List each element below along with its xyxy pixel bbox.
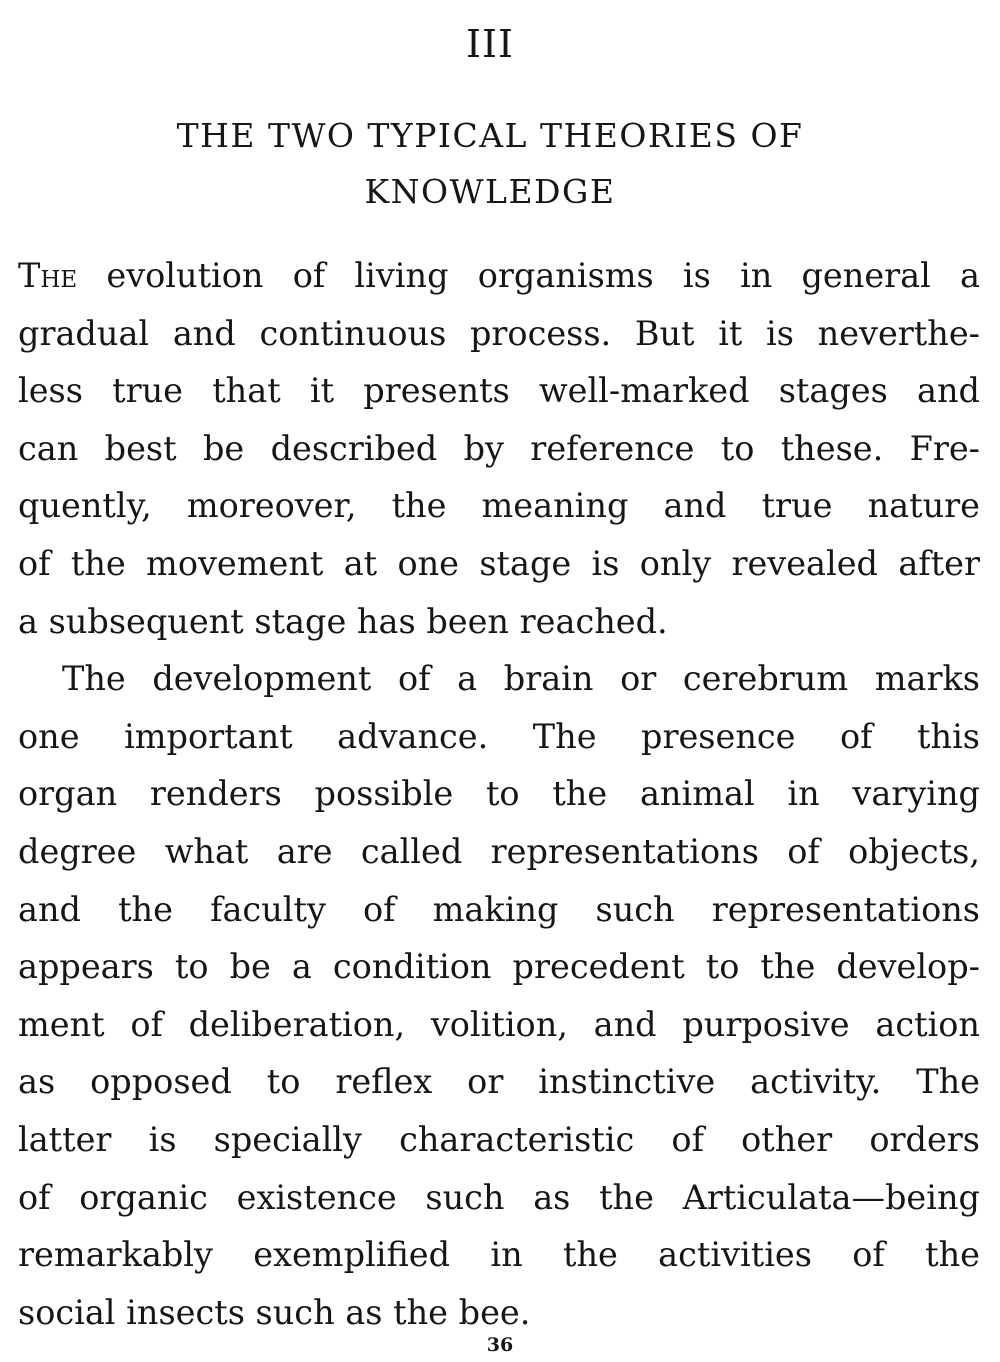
text-line: less true that it presents well-marked stages and (18, 371, 980, 411)
text-line: can best be described by reference to these. Fre- (18, 428, 980, 468)
lead-word: The (18, 256, 78, 295)
text-line: and the faculty of making such representations (18, 889, 980, 929)
text-line: quently, moreover, the meaning and true nature (18, 486, 980, 526)
text-line: latter is specially characteristic of other orders (18, 1119, 980, 1159)
text-line: appears to be a condition precedent to the develop- (18, 947, 980, 987)
text-line: The development of a brain or cerebrum marks (62, 659, 980, 699)
chapter-title-line: THE TWO TYPICAL THEORIES OF (176, 116, 804, 155)
text-line: a subsequent stage has been reached. (18, 601, 668, 641)
chapter-title-line: KNOWLEDGE (364, 172, 616, 211)
text-line: as opposed to reflex or instinctive activity. The (18, 1062, 980, 1102)
paragraph (18, 247, 980, 650)
chapter-number: III (465, 22, 515, 66)
text-line: degree what are called representations of objects, (18, 831, 980, 871)
text-line: of the movement at one stage is only revealed after (18, 543, 980, 583)
text-line: one important advance. The presence of this (18, 716, 980, 756)
text-line: of organic existence such as the Articulata—being (18, 1177, 980, 1217)
text-line: ment of deliberation, volition, and purposive action (18, 1004, 980, 1044)
text-line: gradual and continuous process. But it is neverthe- (18, 313, 980, 353)
text-line: social insects such as the bee. (18, 1292, 531, 1332)
text-line: organ renders possible to the animal in varying (18, 774, 980, 814)
page-number: 36 (486, 1334, 514, 1356)
chapter-title (0, 108, 980, 220)
paragraph (18, 650, 980, 1341)
text-line (18, 247, 980, 305)
body-text (18, 247, 980, 1341)
text-line: remarkably exemplified in the activities of the (18, 1235, 980, 1275)
text-line-content: evolution of living organisms is in general a (77, 256, 980, 295)
